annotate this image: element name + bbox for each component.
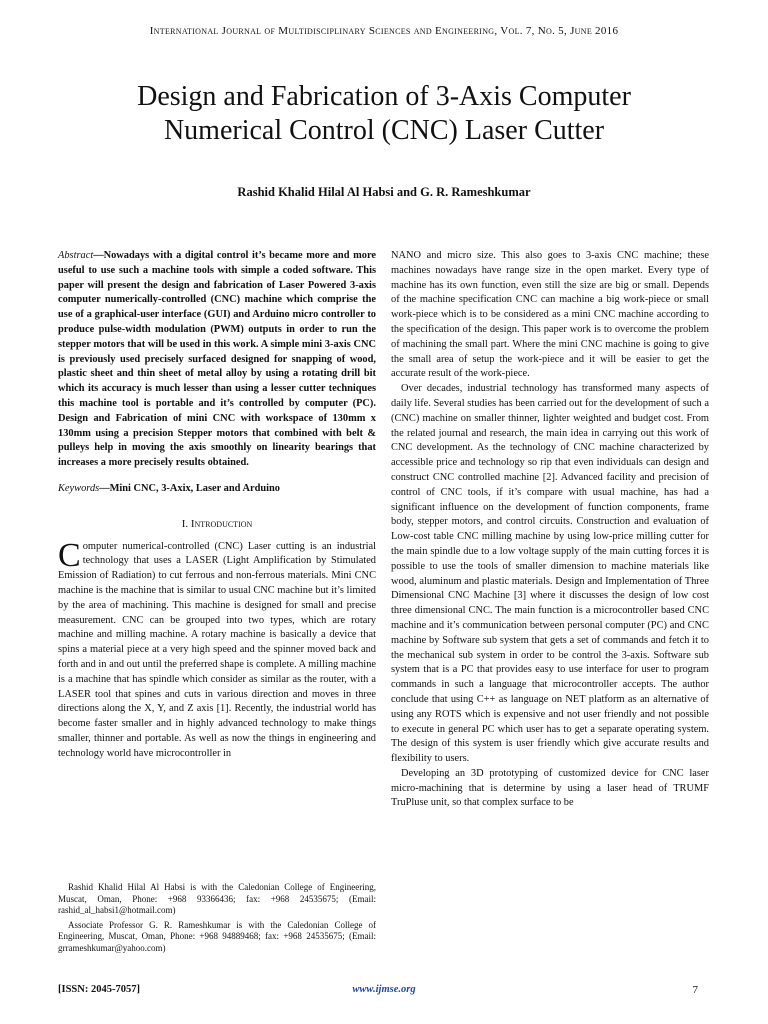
journal-header: International Journal of Multidisciplinary Sciences and Engineering, Vol. 7, No. 5, June 2016: [149, 25, 619, 37]
right-paragraph-2: Over decades, industrial technology has transformed many aspects of daily life. Several studies has been carried out for the development of such a (CNC) machine on smaller thinner, lighter weighted and budget cost. From the related journal and research, the main idea in carrying out this work of CNC development. As the technology of CNC machine characterized by accessible price and technology so rip that even individuals can design and construct CNC controlled machine [2]. Advanced facility and precision of control of CNC tools, if it’s compare with usual machine, has had a significant influence on the development of function components, frame body, stepper motors, and control circuits. Construction and evaluation of Low-cost table CNC milling machine by using low-price milling cutter for the main spindle due to a low voltage supply of the main cutting forces it is possible to use the tools of smaller dimension to machine materials like wood, aluminum and plastic materials. Design and Implementation of Three Dimensional CNC Machine [3] where it discusses the design of low cost three dimensional CNC. The main function is a microcontroller based CNC machine and it’s communication between personal computer (PC) and CNC machine by Software sub system that gets a set of commands and fetch it to the mechanical sub system in order to be control the 3-axis. Software sub system that is a PC that provides easy to use interface for user to program commands in such a language that microcontroller accepts. The author conclude that using C++ as language on NET platform as an alternative of using any ROTS which is expensive and not user friendly and not possible to execute in general PC which user has to get a separate operating system. The design of this system is user friendly which give accurate results and flexibility to users.: [391, 383, 709, 765]
footer-url-link[interactable]: www.ijmse.org: [352, 984, 416, 995]
footnote-1: Rashid Khalid Hilal Al Habsi is with the Caledonian College of Engineering, Muscat, Oman, Phone: +968 93366436; fax: +968 24535675; (Email: rashid_al_habsi1@hotmail.com): [58, 882, 376, 916]
abstract-text: —Nowadays with a digital control it’s became more and more useful to use such a machine tools with simple a coded software. This paper will present the design and fabrication of Laser Powered 3-axis computer numerically-controlled (CNC) machine which comprise the use of a graphical-user interface (GUI) and Arduino micro controller to produce pulse-width modulation (PWM) outputs in order to run the stepper motors that will be used in this work. A simple mini 3-axis CNC is previously used precisely surfaced designed for snapping of wood, plastic sheet and thin sheet of metal alloy by using a rotating drill bit which its accuracy is much lesser than using a lesser cutter techniques this machine tool is portable and it’s controlled by computer (PC). Design and Fabrication of mini CNC with workspace of 130mm x 130mm using a precision Stepper motors that combined with belt & pulleys help in moving the axis smoothly on linearity bearings that increases a more precisely results obtained.: [58, 250, 376, 469]
drop-cap: C: [58, 536, 81, 574]
title-line-2: Numerical Control (CNC) Laser Cutter: [163, 115, 605, 146]
section-heading-introduction: I. Introduction: [181, 517, 253, 530]
left-column: [58, 249, 376, 762]
intro-paragraph: [58, 536, 376, 762]
right-paragraph-1: NANO and micro size. This also goes to 3-axis CNC machine; these machines nowadays have range size in the open market. Every type of machine has its own function, even still the size are big or small. Depends of the machine specification CNC can machine a big work-piece or small work-piece which is to be considered as a mini CNC machine according to the specification of the design. This paper work is to overcome the problem of machining the small part. Where the mini CNC machine is going to give the small area of setup the work-piece and it will be easier to get the accurate result of the work-piece.: [391, 250, 709, 380]
abstract-label: Abstract: [58, 250, 94, 261]
title-line-1: Design and Fabrication of 3-Axis Computer: [137, 81, 631, 112]
keywords-label: Keywords: [58, 482, 100, 494]
intro-paragraph-text: omputer numerical-controlled (CNC) Laser cutting is an industrial technology that uses a LASER (Light Amplification by Stimulated Emission of Radiation) to cut ferrous and non-ferrous materials. Mini CNC machine is the machine that is similar to usual CNC machine but it’s limited by the area of machining. This machine is designed for small and precise measurement. CNC can be grouped into two types, which are rotary machine and milling machine. A rotary machine is basically a device that spins a material piece at a very high speed and the spinner moved back and forth and in and out until the preferred shape is complete. A milling machine is a machine that has spindle which consider as similar as the router, with a LASER tool that spines and cuts in various direction and moves in three directions along the X, Y, and Z axis [1]. Recently, the industrial world has become faster smaller and in highly advanced technology to make things smaller, thinner and portable. As well as now the things in engineering and technology world have microcontroller in: [58, 540, 376, 759]
right-paragraph-3: Developing an 3D prototyping of customized device for CNC laser micro-machining that is determine by using a laser head of TRUMF TruPluse unit, so that complex surface to be: [391, 767, 709, 809]
footer-issn: [ISSN: 2045-7057]: [58, 984, 140, 995]
author-footnotes: [58, 882, 376, 958]
keywords: [58, 482, 376, 497]
abstract: [58, 249, 376, 471]
keywords-text: —Mini CNC, 3-Axix, Laser and Arduino: [99, 482, 280, 494]
paper-title: [60, 80, 708, 148]
page-number: 7: [692, 984, 698, 996]
footnote-2: Associate Professor G. R. Rameshkumar is with the Caledonian College of Engineering, Muscat, Oman, Phone: +968 94889468; fax: +968 24535675; (Email: grrameshkumar@yahoo.com): [58, 919, 376, 953]
authors: Rashid Khalid Hilal Al Habsi and G. R. Rameshkumar: [237, 185, 531, 199]
right-column: [391, 249, 709, 811]
